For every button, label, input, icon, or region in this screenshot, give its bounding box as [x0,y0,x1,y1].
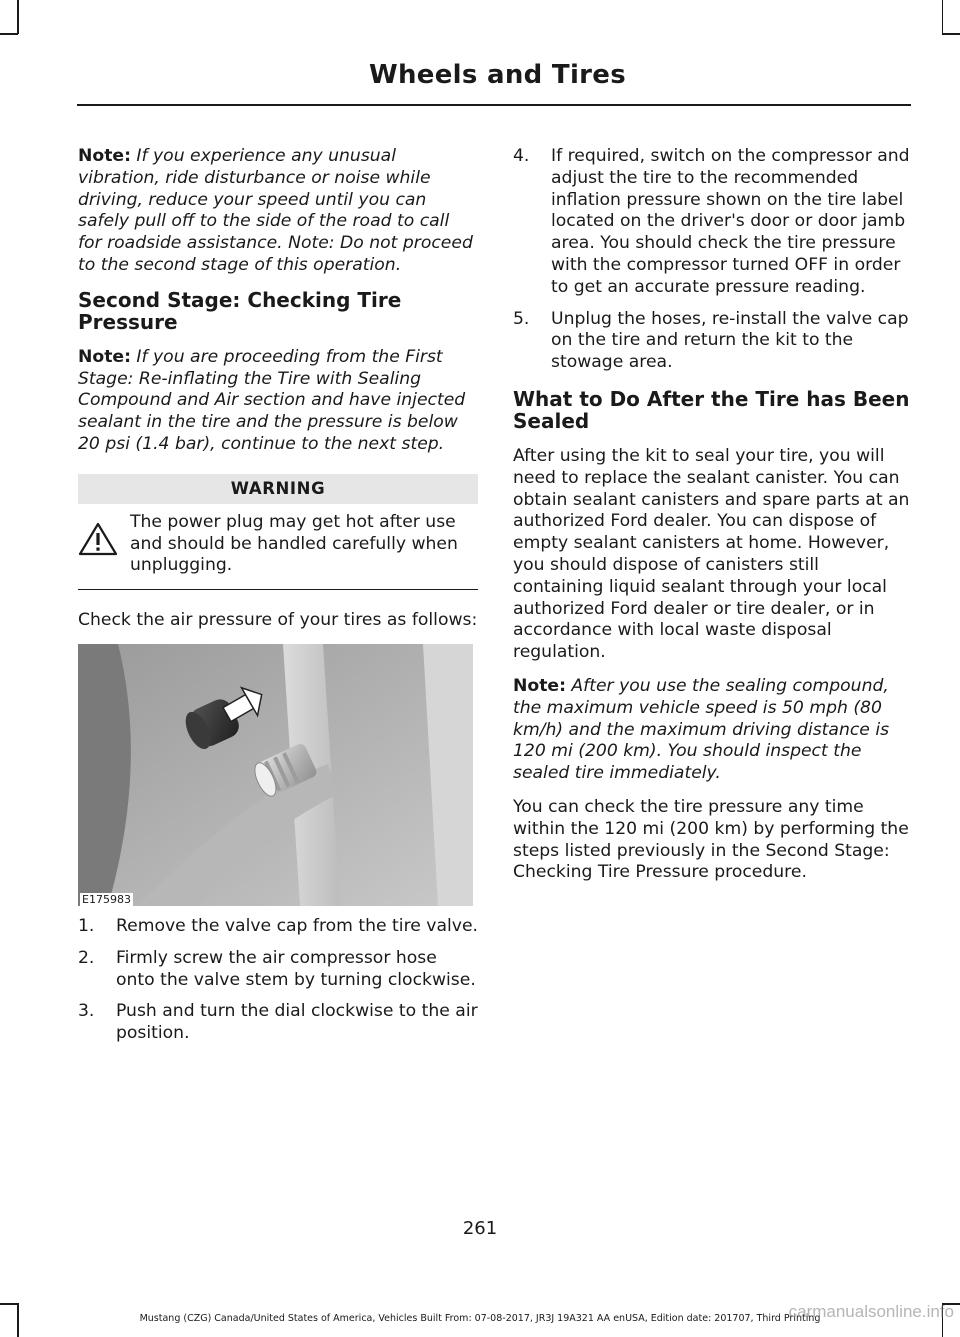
note-text: After you use the sealing compound, the maximum vehicle speed is 50 mph (80 km/h) and the maximum driving distance is 120 mi (200 km). You should inspect the sealed tire immediately. [513,675,890,784]
header-divider [77,104,911,106]
warning-box [78,474,478,590]
note-paragraph [513,676,913,785]
list-item [78,916,478,938]
warning-title: WARNING [78,474,478,504]
steps-list [513,146,913,374]
left-column [78,146,478,1055]
valve-illustration [78,644,473,906]
watermark: carmanualsonline.info [788,1302,954,1321]
step-text: Remove the valve cap from the tire valve. [116,915,478,936]
crop-mark [942,0,944,34]
note-text: If you are proceeding from the First Stage: Re-inflating the Tire with Sealing Compound and Air section and have injected sealant in the tire and the pressure is below 20 psi (1.4 bar), continue to the next step. [78,346,466,454]
note-text: If you experience any unusual vibration, ride disturbance or noise while driving, reduce your speed until you can safely pull off to the side of the road to call for roadside assistance. Note: Do not proceed to the second stage of this operation. [78,146,473,275]
list-item [78,1001,478,1045]
body-paragraph: After using the kit to seal your tire, you will need to replace the sealant canister. You can obtain sealant canisters and spare parts at an authorized Ford dealer. You can dispose of empty sealant canisters at home. However, you should dispose of canisters still containing liquid sealant through your local authorized Ford dealer or tire dealer, or in accordance with local waste disposal regulation. [513,445,910,663]
right-column [513,146,913,896]
valve-cap-removal-image [78,644,473,906]
section-heading: What to Do After the Tire has Been Sealed [513,386,910,433]
list-item [513,309,913,374]
note-label: Note: [78,146,131,166]
step-text: Unplug the hoses, re-install the valve cap on the tire and return the kit to the stowage area. [551,308,909,373]
step-number: 4. [513,146,530,166]
step-number: 2. [78,947,95,968]
warning-triangle-icon [78,512,130,560]
step-text: If required, switch on the compressor and adjust the tire to the recommended inflation pressure shown on the tire label located on the driver's door or door jamb area. You should check the tire pressure with the compressor turned OFF in order to get an accurate pressure reading. [551,146,910,297]
note-label: Note: [513,675,566,696]
warning-body [78,504,478,590]
list-item [78,948,478,992]
body-paragraph: You can check the tire pressure any time within the 120 mi (200 km) by performing the steps listed previously in the Second Stage: Checking Tire Pressure procedure. [513,796,909,883]
list-item [513,146,913,299]
step-text: Push and turn the dial clockwise to the air position. [116,1001,478,1044]
note-paragraph [78,146,478,277]
page-header-title: Wheels and Tires [369,60,626,90]
step-text: Firmly screw the air compressor hose onto the valve stem by turning clockwise. [116,947,476,990]
figure-id: E175983 [82,892,131,906]
crop-mark [17,0,19,34]
step-number: 1. [78,915,95,936]
note-paragraph [78,347,478,456]
crop-mark [0,33,18,35]
page-footer: Mustang (CZG) Canada/United States of America, Vehicles Built From: 07-08-2017, JR3J 19A321 AA enUSA, Edition date: 201707, Third Printing [139,1313,821,1324]
page-number: 261 [462,1218,498,1239]
crop-mark [942,33,960,35]
step-number: 3. [78,1001,95,1022]
step-number: 5. [513,308,530,329]
section-heading: Second Stage: Checking Tire Pressure [78,287,402,334]
warning-text: The power plug may get hot after use and should be handled carefully when unplugging. [130,511,458,576]
crop-mark [0,1303,18,1305]
note-label: Note: [78,346,131,367]
intro-paragraph: Check the air pressure of your tires as follows: [78,610,478,631]
steps-list [78,916,478,1045]
